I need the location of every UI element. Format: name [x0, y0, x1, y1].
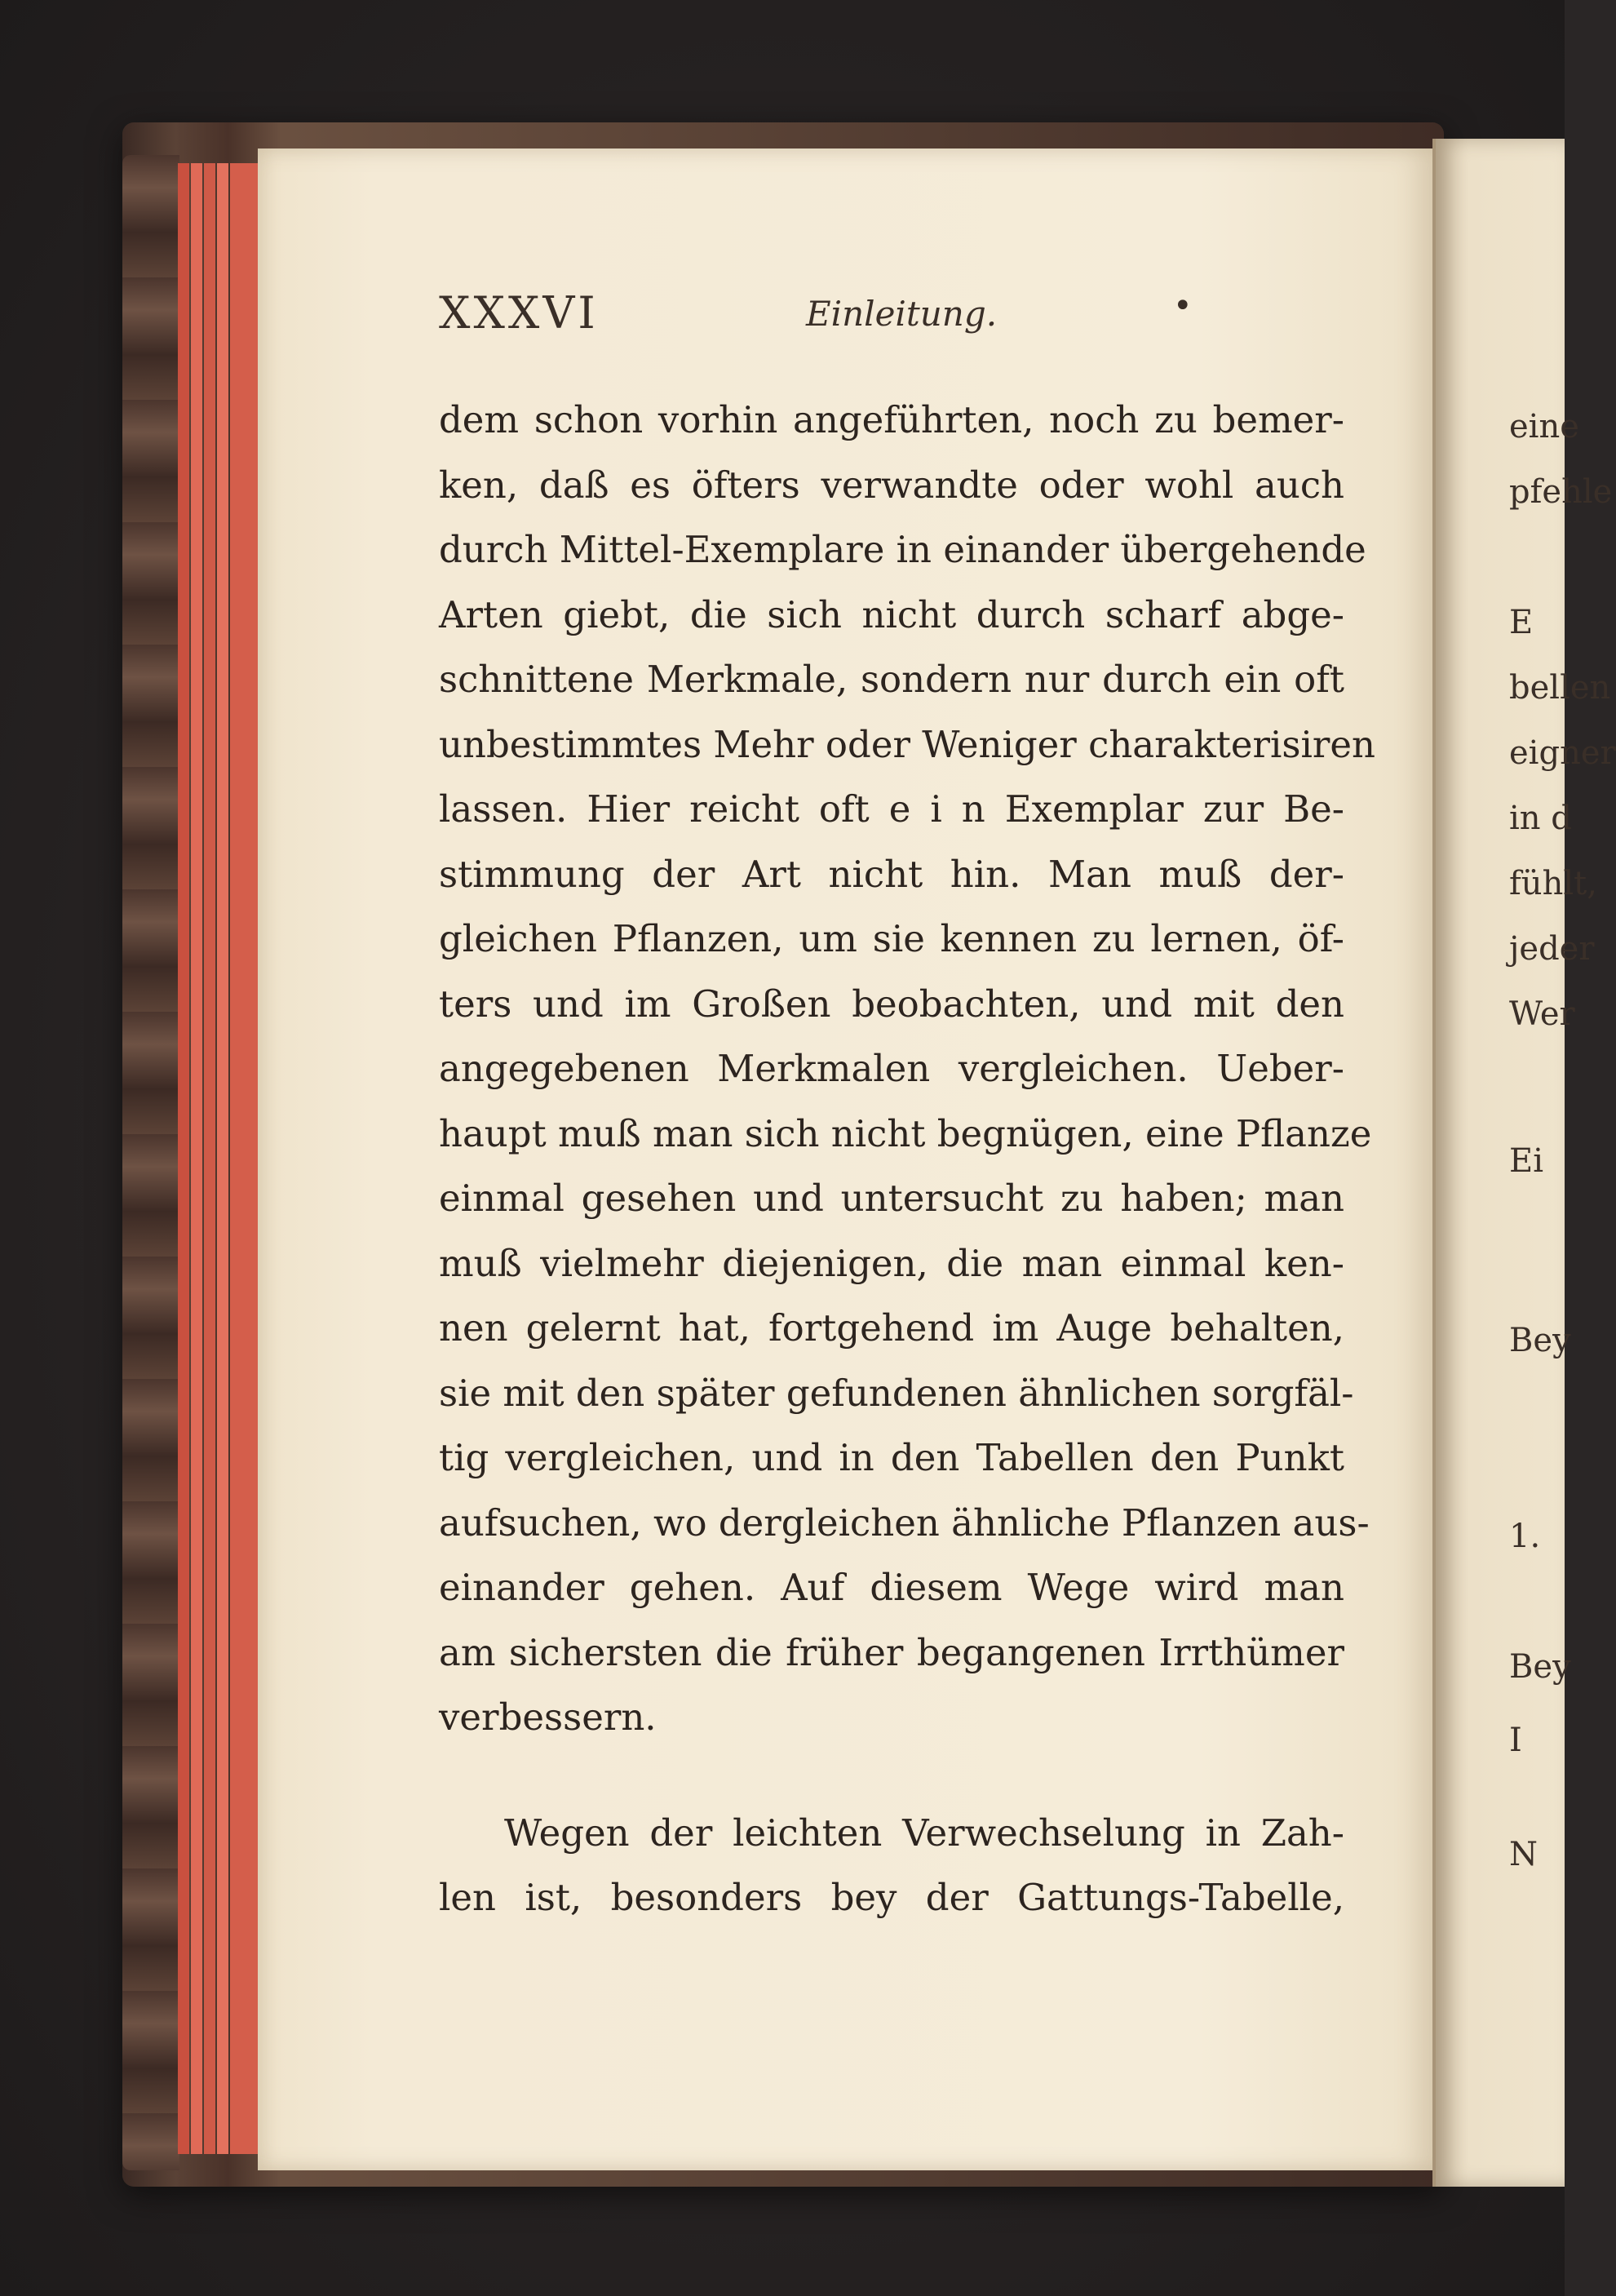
text-line: verbessern. — [439, 1695, 657, 1739]
text-line: schnittene Merkmale, sondern nur durch ein oft — [439, 658, 1344, 701]
text-line: einmal gesehen und untersucht zu haben; man — [439, 1177, 1344, 1220]
text-line: Wegen der leichten Verwechselung in Zah- — [504, 1811, 1344, 1855]
facing-page-fragment: pfehle — [1509, 473, 1613, 511]
header-mark: • — [1173, 287, 1193, 325]
text-line: dem schon vorhin angeführten, noch zu bemer- — [439, 398, 1344, 441]
facing-page-fragment: eine — [1509, 408, 1579, 445]
text-line: einander gehen. Auf diesem Wege wird man — [439, 1566, 1344, 1609]
facing-page-fragment: Ei — [1509, 1142, 1543, 1180]
page-number: XXXVI — [439, 287, 599, 339]
page-header — [439, 287, 1344, 352]
facing-page-fragment: I — [1509, 1722, 1522, 1759]
text-line: haupt muß man sich nicht begnügen, eine Pflanze — [439, 1111, 1372, 1155]
facing-page-fragment: Wer — [1509, 995, 1575, 1033]
body-text — [439, 388, 1375, 1930]
page-edge — [217, 163, 228, 2154]
facing-page-fragment: Bey — [1509, 1648, 1571, 1686]
facing-page-fragment: 1. — [1509, 1518, 1541, 1555]
text-line: ters und im Großen beobachten, und mit den — [439, 982, 1344, 1026]
page-edge — [178, 163, 189, 2154]
page-edge — [204, 163, 215, 2154]
text-line: am sichersten die früher begangenen Irrthümer — [439, 1630, 1344, 1674]
text-line: sie mit den später gefundenen ähnlichen sorgfäl- — [439, 1371, 1354, 1415]
facing-page-fragment: Bey — [1509, 1322, 1571, 1359]
paragraph-gap — [439, 1750, 1344, 1801]
facing-page-fragment: eigner — [1509, 734, 1616, 772]
text-line: ken, daß es öfters verwandte oder wohl auch — [439, 463, 1344, 507]
text-line: gleichen Pflanzen, um sie kennen zu lernen, öf- — [439, 917, 1344, 960]
text-line: tig vergleichen, und in den Tabellen den Punkt — [439, 1436, 1344, 1479]
page-edge — [191, 163, 202, 2154]
page-edge — [230, 163, 258, 2154]
paragraph — [439, 388, 1375, 1750]
text-line: nen gelernt hat, fortgehend im Auge behalten, — [439, 1306, 1344, 1350]
text-line: Arten giebt, die sich nicht durch scharf abge- — [439, 592, 1344, 636]
facing-page-fragment: fühlt, — [1509, 865, 1597, 902]
text-line: lassen. Hier reicht oft e i n Exemplar zur Be- — [439, 787, 1344, 831]
text-line: angegebenen Merkmalen vergleichen. Ueber- — [439, 1047, 1344, 1090]
facing-page-fragment: N — [1509, 1836, 1538, 1873]
facing-page-fragment: jeder — [1509, 930, 1595, 968]
text-line: len ist, besonders bey der Gattungs-Tabelle, — [439, 1876, 1344, 1919]
text-line: unbestimmtes Mehr oder Weniger charakterisiren — [439, 722, 1375, 766]
text-line: aufsuchen, wo dergleichen ähnliche Pflanzen aus- — [439, 1500, 1370, 1545]
facing-page-fragment: in d — [1509, 800, 1572, 837]
text-line: stimmung der Art nicht hin. Man muß der- — [439, 852, 1344, 896]
text-line: durch Mittel-Exemplare in einander übergehende — [439, 528, 1366, 571]
book-spine-edge — [122, 155, 179, 2170]
facing-page-fragment: bellen — [1509, 669, 1611, 707]
running-title: Einleitung. — [806, 294, 998, 334]
paragraph — [439, 1801, 1344, 1930]
facing-page-fragment: E — [1509, 604, 1534, 641]
text-line: muß vielmehr diejenigen, die man einmal ken- — [439, 1241, 1344, 1285]
